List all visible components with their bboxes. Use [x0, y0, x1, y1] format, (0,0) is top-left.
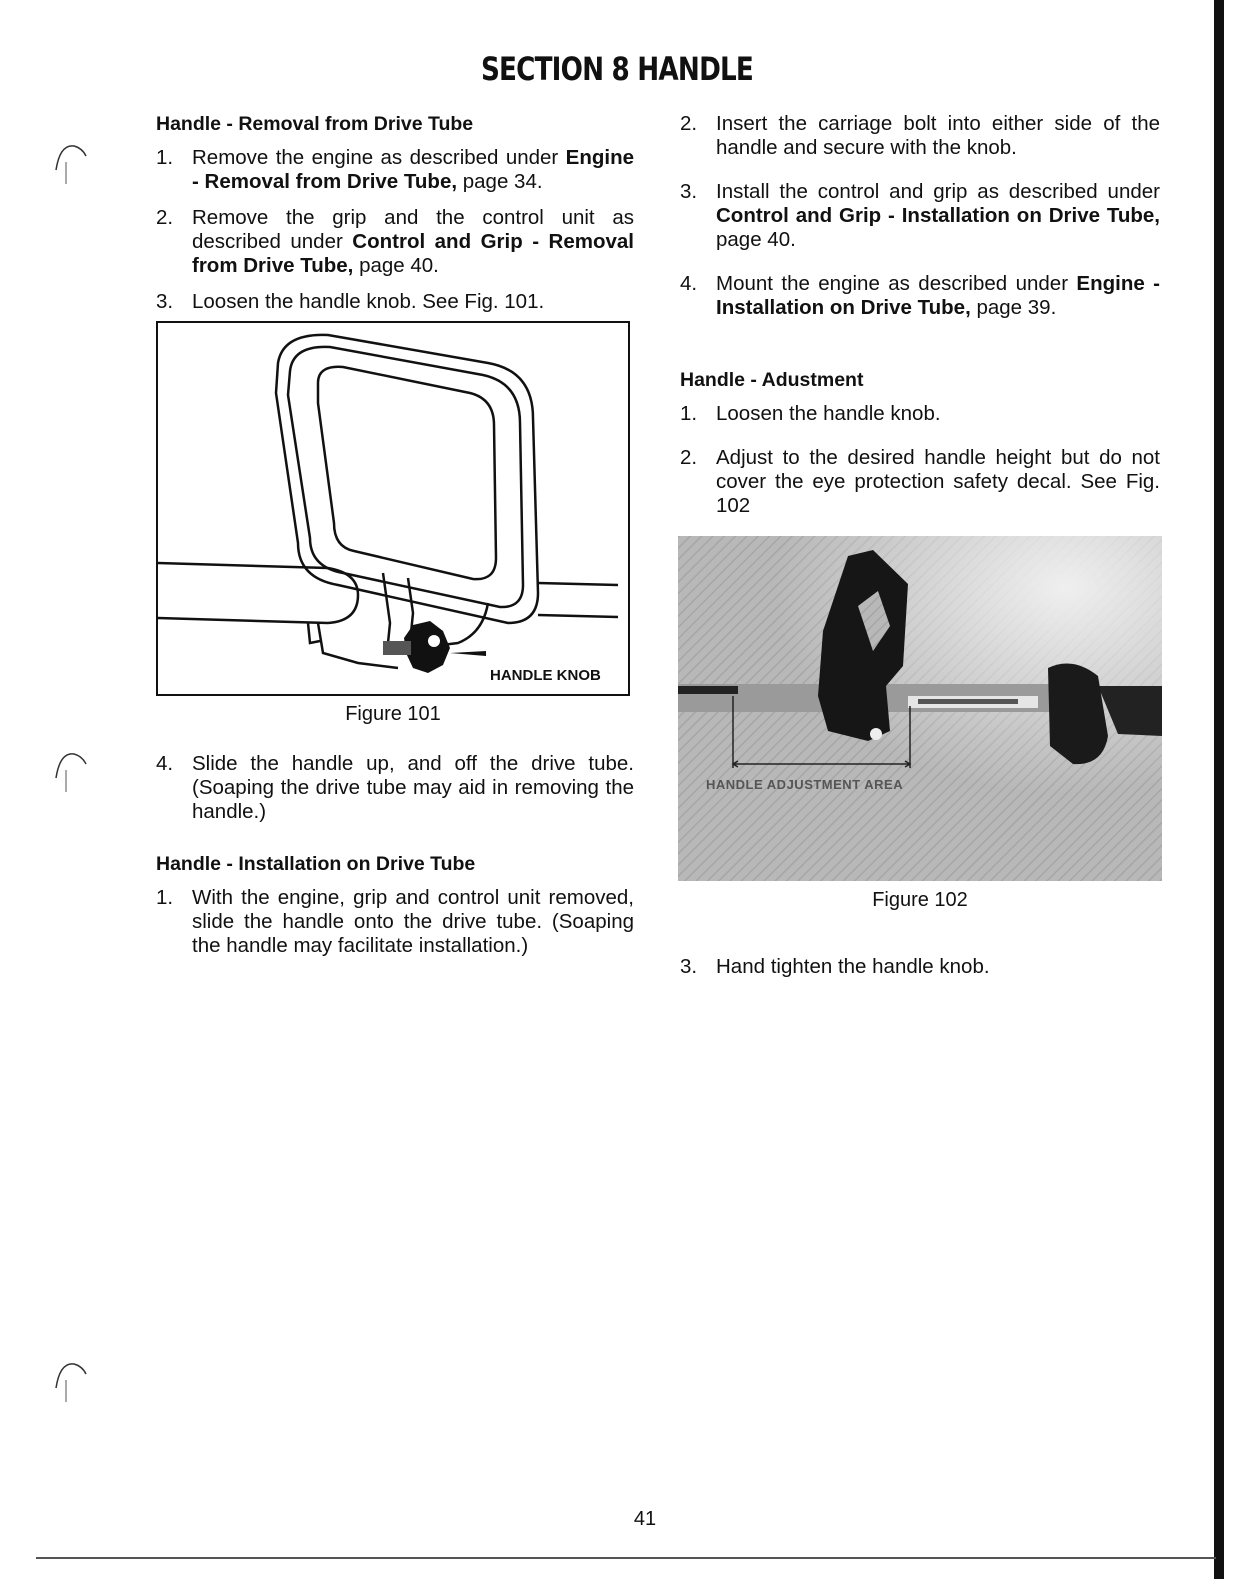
list-item [156, 146, 634, 194]
list-item [680, 955, 1160, 979]
right-column [680, 112, 1160, 530]
figure-101-frame [156, 321, 630, 696]
left-column [156, 112, 634, 326]
item-text [192, 146, 634, 194]
left-column-lower [156, 752, 634, 970]
item-text: Hand tighten the handle knob. [716, 955, 990, 978]
handle-adjustment-photo [678, 536, 1162, 881]
item-number: 2. [680, 112, 698, 135]
figure-102-caption: Figure 102 [872, 889, 968, 911]
item-number: 1. [156, 886, 174, 909]
item-number: 4. [680, 272, 698, 295]
list-item [156, 206, 634, 278]
binder-hole-mark [52, 748, 92, 792]
page-number: 41 [633, 1508, 657, 1530]
page-title: SECTION 8 HANDLE [480, 50, 754, 88]
item-text-plain: page 39. [970, 296, 1057, 319]
item-number: 2. [680, 446, 698, 469]
item-text-plain: Loosen the handle knob. See Fig. 101. [192, 290, 545, 313]
adjustment-heading: Handle - Adustment [680, 369, 864, 391]
item-text-bold: Engine - Removal from Drive Tube, [192, 146, 634, 193]
list-item [680, 272, 1160, 320]
adjustment-area-label: HANDLE ADJUSTMENT AREA [706, 777, 904, 792]
item-text-bold: Control and Grip - Removal from Drive Tube, [192, 230, 634, 277]
list-item [680, 180, 1160, 252]
item-text: Slide the handle up, and off the drive tube. (Soaping the drive tube may aid in removing the handle.) [192, 752, 634, 823]
page-edge-shadow [1214, 0, 1224, 1579]
item-text [716, 180, 1160, 252]
list-item [680, 402, 1160, 426]
binder-hole-mark [52, 1358, 92, 1402]
bottom-rule [36, 1557, 1216, 1559]
removal-heading: Handle - Removal from Drive Tube [156, 113, 474, 135]
item-text [716, 272, 1160, 320]
right-column-lower [680, 955, 1160, 991]
figure-102-photo [678, 536, 1162, 881]
item-text-plain: page 34. [457, 170, 543, 193]
list-item [680, 446, 1160, 518]
item-number: 3. [680, 955, 698, 978]
item-text-bold: Control and Grip - Installation on Drive Tube, [716, 204, 1160, 227]
list-item [156, 886, 634, 958]
item-number: 4. [156, 752, 174, 775]
item-text-plain: Insert the carriage bolt into either side of the handle and secure with the knob. [716, 112, 1160, 159]
list-item [680, 112, 1160, 160]
item-text-plain: Install the control and grip as described under [716, 180, 1160, 203]
item-text-plain: Remove the engine as described under [192, 146, 566, 169]
item-text [716, 112, 1160, 160]
item-number: 3. [156, 290, 174, 313]
item-text-plain: Remove the grip and the control unit as described under [192, 206, 634, 253]
item-text-plain: Mount the engine as described under [716, 272, 1077, 295]
item-number: 1. [156, 146, 174, 169]
handle-knob-callout: HANDLE KNOB [490, 667, 601, 684]
handle-knob-illustration [158, 323, 628, 694]
item-text: Loosen the handle knob. [716, 402, 941, 425]
binder-hole-mark [52, 140, 92, 184]
list-item [156, 752, 634, 824]
item-text-plain: page 40. [353, 254, 439, 277]
list-item [156, 290, 634, 314]
figure-101-caption: Figure 101 [345, 703, 441, 725]
item-number: 2. [156, 206, 174, 229]
item-number: 3. [680, 180, 698, 203]
item-text-plain: page 40. [716, 228, 796, 251]
item-text-bold: Engine - Installation on Drive Tube, [716, 272, 1160, 319]
item-text [192, 290, 634, 314]
item-number: 1. [680, 402, 698, 425]
item-text: Adjust to the desired handle height but do not cover the eye protection safety decal. See Fig. 102 [716, 446, 1160, 517]
installation-heading: Handle - Installation on Drive Tube [156, 853, 476, 875]
item-text [192, 206, 634, 278]
item-text: With the engine, grip and control unit removed, slide the handle onto the drive tube. (Soaping the handle may facilitate installation.) [192, 886, 634, 957]
